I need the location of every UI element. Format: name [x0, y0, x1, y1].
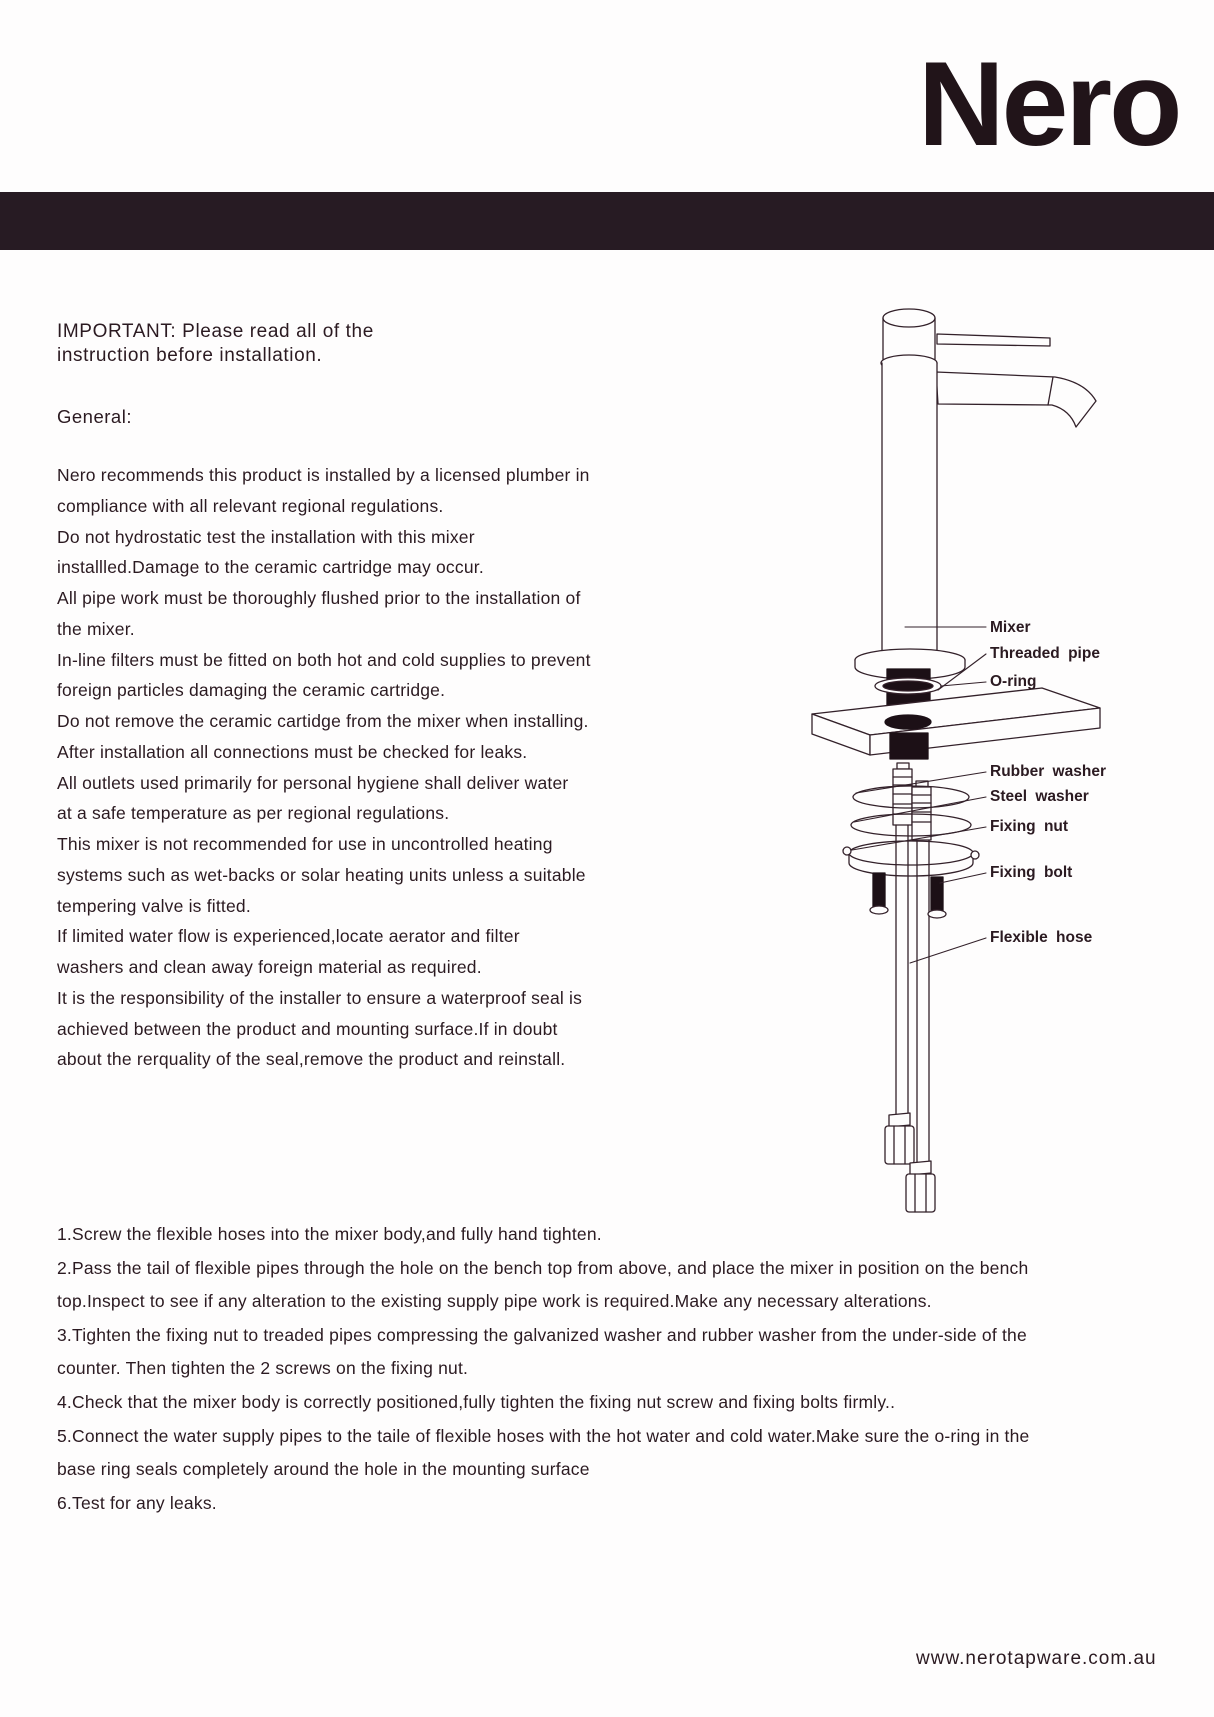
paragraph-line: All pipe work must be thoroughly flushed prior to the installation of — [57, 588, 581, 608]
label-steel-washer: Steel washer — [990, 788, 1089, 805]
installation-steps — [57, 1218, 1187, 1520]
label-threaded-pipe: Threaded pipe — [990, 645, 1100, 662]
important-notice-line: IMPORTANT: Please read all of the — [57, 321, 374, 342]
fixing-bolt-right — [928, 877, 946, 918]
step-line: 5.Connect the water supply pipes to the taile of flexible hoses with the hot water and cold water.Make sure the o-ring in the — [57, 1425, 1030, 1446]
paragraph-line: about the rerquality of the seal,remove the product and reinstall. — [57, 1049, 566, 1070]
label-o-ring: O-ring — [990, 673, 1037, 690]
mixer-body — [882, 363, 937, 661]
important-notice-line: instruction before installation. — [57, 344, 323, 366]
handle-lever — [937, 334, 1050, 346]
paragraph-line: achieved between the product and mounting surface.If in doubt — [57, 1018, 558, 1039]
step-line: 4.Check that the mixer body is correctly positioned,fully tighten the fixing nut screw and fixing bolts firmly.. — [57, 1391, 896, 1412]
hose-tail-connectors — [893, 763, 931, 840]
label-mixer: Mixer — [990, 619, 1031, 636]
paragraph-line: foreign particles damaging the ceramic cartridge. — [57, 680, 446, 701]
bench-top — [812, 688, 1100, 755]
label-flexible-hose: Flexible hose — [990, 929, 1093, 946]
label-fixing-bolt: Fixing bolt — [990, 864, 1073, 881]
paragraph-line: installled.Damage to the ceramic cartridge may occur. — [57, 557, 484, 578]
paragraph-line: the mixer. — [57, 618, 135, 639]
paragraph-line: at a safe temperature as per regional regulations. — [57, 803, 450, 824]
nero-logo: Nero — [918, 37, 1180, 171]
paragraph-line: Do not hydrostatic test the installation with this mixer — [57, 526, 475, 547]
paragraph-line: systems such as wet-backs or solar heating units unless a suitable — [57, 864, 586, 885]
important-notice — [57, 320, 374, 367]
paragraph-line: compliance with all relevant regional regulations. — [57, 495, 444, 516]
fixing-nut — [843, 841, 979, 876]
label-rubber-washer: Rubber washer — [990, 763, 1106, 780]
pipe-through-bench — [885, 715, 931, 759]
step-line: 1.Screw the flexible hoses into the mixer body,and fully hand tighten. — [57, 1224, 602, 1244]
paragraph-line: If limited water flow is experienced,locate aerator and filter — [57, 926, 520, 947]
paragraph-line: All outlets used primarily for personal hygiene shall deliver water — [57, 772, 569, 793]
spout — [936, 372, 1096, 427]
website-url: www.nerotapware.com.au — [916, 1648, 1157, 1669]
o-ring — [875, 678, 941, 694]
label-fixing-nut: Fixing nut — [990, 818, 1069, 835]
paragraph-line: After installation all connections must be checked for leaks. — [57, 741, 528, 762]
fixing-bolt-left — [870, 873, 888, 914]
paragraph-line: washers and clean away foreign material as required. — [57, 957, 482, 977]
step-line: 6.Test for any leaks. — [57, 1492, 217, 1513]
step-line: base ring seals completely around the hole in the mounting surface — [57, 1459, 590, 1480]
handle-cap — [881, 309, 937, 371]
header-bar — [0, 192, 1214, 250]
step-line: 2.Pass the tail of flexible pipes through the hole on the bench top from above, and place the mixer in position on the bench — [57, 1257, 1029, 1278]
installation-diagram — [740, 285, 1214, 1235]
paragraph-line: In-line filters must be fitted on both hot and cold supplies to prevent — [57, 649, 591, 670]
step-line: 3.Tighten the fixing nut to treaded pipes compressing the galvanized washer and rubber washer from the under-side of the — [57, 1324, 1027, 1345]
paragraph-line: It is the responsibility of the installer to ensure a waterproof seal is — [57, 987, 583, 1008]
paragraph-line: Do not remove the ceramic cartidge from the mixer when installing. — [57, 711, 589, 731]
paragraph-line: tempering valve is fitted. — [57, 895, 251, 916]
general-heading: General: — [57, 406, 132, 427]
general-paragraph — [57, 460, 737, 1075]
paragraph-line: This mixer is not recommended for use in uncontrolled heating — [57, 834, 553, 854]
step-line: top.Inspect to see if any alteration to the existing supply pipe work is required.Make any necessary alterations. — [57, 1291, 932, 1312]
paragraph-line: Nero recommends this product is installed by a licensed plumber in — [57, 465, 590, 485]
step-line: counter. Then tighten the 2 screws on the fixing nut. — [57, 1358, 469, 1379]
